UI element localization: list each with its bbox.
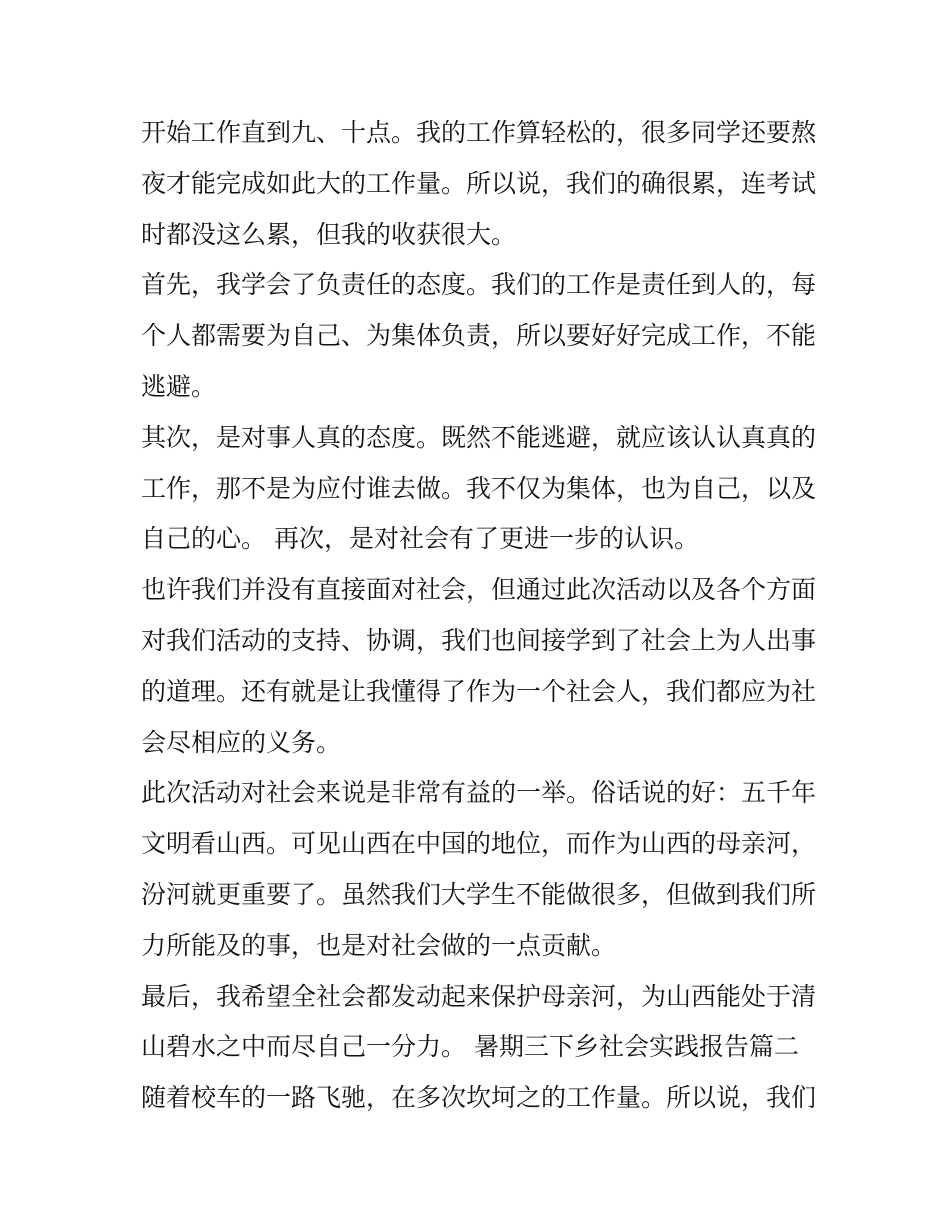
text-line: 对我们活动的支持、协调，我们也间接学到了社会上为人出事 bbox=[141, 625, 816, 655]
text-line: 会尽相应的义务。 bbox=[141, 727, 342, 757]
text-line: 其次，是对事人真的态度。既然不能逃避，就应该认认真真的 bbox=[141, 422, 816, 452]
text-line: 最后，我希望全社会都发动起来保护母亲河，为山西能处于清 bbox=[141, 981, 816, 1011]
text-line: 此次活动对社会来说是非常有益的一举。俗话说的好：五千年 bbox=[141, 778, 816, 808]
text-line: 首先，我学会了负责任的态度。我们的工作是责任到人的，每 bbox=[141, 270, 816, 300]
text-line: 工作，那不是为应付谁去做。我不仅为集体，也为自己，以及 bbox=[141, 473, 816, 503]
text-line: 文明看山西。可见山西在中国的地位，而作为山西的母亲河， bbox=[141, 829, 816, 859]
text-line: 山碧水之中而尽自己一分力。 暑期三下乡社会实践报告篇二 bbox=[141, 1032, 799, 1062]
text-line: 逃避。 bbox=[141, 371, 217, 401]
text-line: 力所能及的事，也是对社会做的一点贡献。 bbox=[141, 930, 617, 960]
text-line: 自己的心。 再次，是对社会有了更进一步的认识。 bbox=[141, 524, 699, 554]
text-line: 时都没这么累，但我的收获很大。 bbox=[141, 219, 517, 249]
text-line: 的道理。还有就是让我懂得了作为一个社会人，我们都应为社 bbox=[141, 676, 816, 706]
text-line: 汾河就更重要了。虽然我们大学生不能做很多，但做到我们所 bbox=[141, 879, 816, 909]
text-line: 开始工作直到九、十点。我的工作算轻松的，很多同学还要熬 bbox=[141, 118, 816, 147]
text-line: 个人都需要为自己、为集体负责，所以要好好完成工作，不能 bbox=[141, 321, 816, 351]
text-line: 随着校车的一路飞驰，在多次坎坷之的工作量。所以说，我们 bbox=[141, 1083, 816, 1113]
text-line: 夜才能完成如此大的工作量。所以说，我们的确很累，连考试 bbox=[141, 168, 816, 198]
document-body bbox=[141, 108, 816, 1124]
text-line: 也许我们并没有直接面对社会，但通过此次活动以及各个方面 bbox=[141, 575, 816, 605]
